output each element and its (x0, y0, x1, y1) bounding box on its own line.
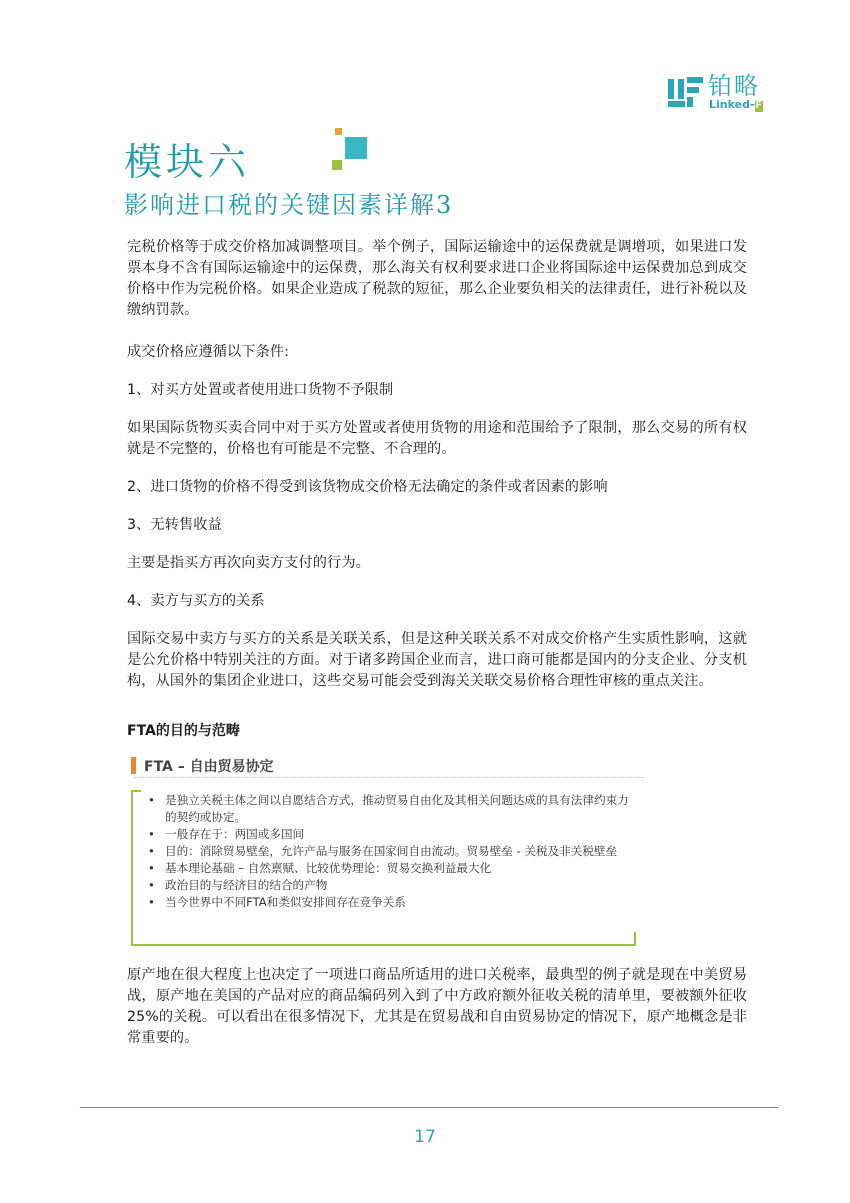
fta-title-bar (131, 757, 136, 774)
bullet-icon: • (148, 895, 155, 909)
decor-square-green (332, 160, 342, 170)
fta-heading: FTA的目的与范畴 (127, 723, 240, 739)
decor-square-orange (335, 128, 342, 135)
list-item-text: 基本理论基础 – 自然禀赋、比较优势理论：贸易交换利益最大化 (165, 861, 492, 875)
logo-chinese-text: 铂略 (708, 72, 760, 100)
brand-logo (668, 73, 778, 113)
list-item (148, 894, 633, 911)
paragraph-9: 国际交易中卖方与买方的关系是关联关系，但是这种关联关系不对成交价格产生实质性影响，这就是公允价格中特别关注的方面。对于诸多跨国企业而言，进口商可能都是国内的分支企业、分支机构，从国外的集团企业进口，这些交易可能会受到海关关联交易价格合理性审核的重点关注。 (127, 631, 747, 689)
logo-mark-icon (668, 75, 704, 109)
condition-4: 4、卖方与买方的关系 (127, 593, 265, 609)
list-item-text: 一般存在于：两国或多国间 (165, 827, 305, 841)
fta-definition-box (131, 752, 641, 947)
paragraph-2: 成交价格应遵循以下条件: (127, 344, 290, 360)
paragraph-1: 完税价格等于成交价格加减调整项目。举个例子，国际运输途中的运保费就是调增项，如果进口发票本身不含有国际运输途中的运保费，那么海关有权利要求进口企业将国际途中运保费加总到成交价格中作为完税价格。如果企业造成了税款的短征，那么企业要负相关的法律责任，进行补税以及缴纳罚款。 (127, 239, 747, 318)
frame-left (131, 790, 133, 945)
list-item (148, 843, 633, 860)
frame-bottom (131, 944, 636, 946)
frame-top-left (131, 790, 141, 792)
condition-1: 1、对买方处置或者使用进口货物不予限制 (127, 382, 394, 398)
decor-square-teal (345, 137, 367, 159)
fta-list (148, 792, 633, 911)
body-text (127, 237, 747, 692)
list-item-text: 政治目的与经济目的结合的产物 (165, 878, 328, 892)
footer-divider (80, 1107, 778, 1108)
logo-english-text (709, 99, 763, 112)
list-item (148, 826, 633, 843)
condition-2: 2、进口货物的价格不得受到该货物成交价格无法确定的条件或者因素的影响 (127, 479, 608, 495)
closing-paragraph: 原产地在很大程度上也决定了一项进口商品所适用的进口关税率，最典型的例子就是现在中美贸易战，原产地在美国的产品对应的商品编码列入到了中方政府额外征收关税的清单里，要被额外征收25%的关税。可以看出在很多情况下，尤其是在贸易战和自由贸易协定的情况下，原产地概念是非常重要的。 (127, 967, 747, 1046)
bullet-icon: • (148, 793, 155, 807)
bullet-icon: • (148, 827, 155, 841)
list-item-text: 目的：消除贸易壁垒，允许产品与服务在国家间自由流动。贸易壁垒 - 关税及非关税壁垒 (165, 844, 618, 858)
paragraph-7: 主要是指买方再次向卖方支付的行为。 (127, 555, 370, 571)
paragraph-4: 如果国际货物买卖合同中对于买方处置或者使用货物的用途和范围给予了限制，那么交易的所有权就是不完整的，价格也有可能是不完整、不合理的。 (127, 420, 747, 457)
dotted-divider (134, 777, 644, 778)
list-item-text: 是独立关税主体之间以自愿结合方式，推动贸易自由化及其相关问题达成的具有法律约束力的契约或协定。 (165, 793, 629, 824)
logo-english-main: Linked- (709, 98, 755, 111)
logo-english-tag: F (755, 101, 762, 111)
closing-text (127, 965, 747, 1049)
bullet-icon: • (148, 861, 155, 875)
module-title: 模块六 (124, 140, 251, 184)
fta-box-title: FTA – 自由贸易协定 (144, 759, 274, 775)
module-subtitle: 影响进口税的关键因素详解3 (124, 191, 454, 219)
list-item (148, 877, 633, 894)
page-number: 17 (414, 1127, 436, 1147)
condition-3: 3、无转售收益 (127, 517, 222, 533)
list-item (148, 860, 633, 877)
bullet-icon: • (148, 844, 155, 858)
list-item (148, 792, 633, 826)
list-item-text: 当今世界中不同FTA和类似安排间存在竞争关系 (165, 895, 406, 909)
frame-right (634, 932, 636, 946)
bullet-icon: • (148, 878, 155, 892)
